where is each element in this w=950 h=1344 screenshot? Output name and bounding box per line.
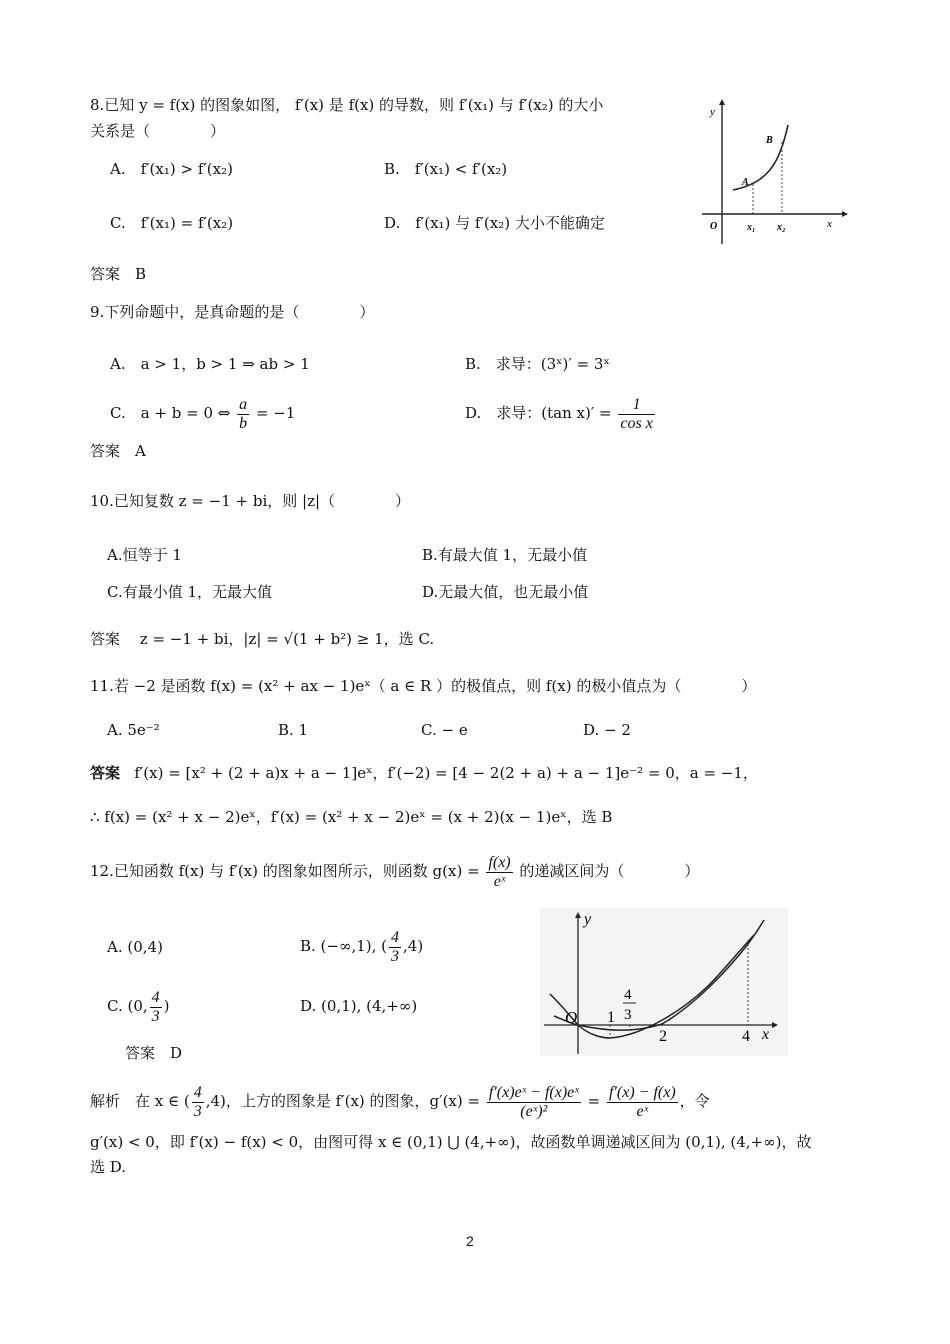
q12-analysis-line2: g′(x) < 0，即 f′(x) − f(x) < 0，由图可得 x ∈ (0,1) ⋃ (4,+∞)，故函数单调递减区间为 (0,1), (4,+∞)，故	[90, 1133, 812, 1151]
q10-answer: 答案 z = −1 + bi，|z| = √(1 + b²) ≥ 1，选 C.	[90, 630, 435, 648]
q12-option-c-pre: C. (0,	[107, 997, 148, 1015]
q10-stem: 10.已知复数 z = −1 + bi，则 |z|（ ）	[90, 492, 411, 510]
q8-option-d: D. f′(x₁) 与 f′(x₂) 大小不能确定	[384, 214, 605, 232]
q12-analysis-fraction-2	[607, 1084, 678, 1121]
q12-option-a: A. (0,4)	[107, 938, 163, 956]
q11-option-a: A. 5e⁻²	[107, 721, 160, 739]
q9-option-c-fraction	[237, 396, 249, 433]
q11-answer-line2: ∴ f(x) = (x² + x − 2)eˣ，f′(x) = (x² + x − 2)eˣ = (x + 2)(x − 1)eˣ，选 B	[90, 808, 613, 826]
q12-analysis-interval-num: 4	[193, 1083, 202, 1101]
q12-answer: 答案 D	[125, 1044, 183, 1062]
q9-option-c	[110, 393, 295, 433]
q8-label-o: O	[710, 221, 718, 232]
q12-label-1: 1	[607, 1009, 615, 1026]
q12-label-4: 4	[742, 1028, 750, 1045]
q9-option-a: A. a > 1，b > 1 ⇒ ab > 1	[110, 355, 310, 373]
q11-option-b: B. 1	[278, 721, 309, 739]
q9-option-b: B. 求导：(3ˣ)′ = 3ˣ	[465, 355, 610, 373]
q9-answer: 答案 A	[90, 442, 146, 460]
q8-label-y: y	[710, 106, 715, 118]
q8-label-x2: x₂	[777, 222, 786, 233]
q12-analysis-equals: =	[587, 1092, 601, 1110]
q9-option-c-num: a	[239, 395, 248, 413]
q12-stem-den: eˣ	[493, 872, 506, 890]
q8-stem-line1: 8.已知 y = f(x) 的图象如图， f′(x) 是 f(x) 的导数，则 f′(x₁) 与 f′(x₂) 的大小	[90, 96, 604, 114]
q12-stem-pre: 12.已知函数 f(x) 与 f′(x) 的图象如图所示，则函数 g(x) =	[90, 862, 480, 880]
q8-option-a: A. f′(x₁) > f′(x₂)	[110, 160, 233, 178]
q12-stem-post: 的递减区间为（ ）	[519, 862, 700, 880]
q12-stem-fraction	[486, 854, 512, 891]
q12-option-c-fraction	[150, 989, 162, 1026]
q12-analysis-f2-num: f′(x) − f(x)	[608, 1083, 676, 1101]
q12-analysis-interval-den: 3	[193, 1102, 202, 1120]
q12-label-o: O	[565, 1008, 578, 1027]
q10-option-a: A.恒等于 1	[107, 546, 182, 564]
q8-x-arrow	[842, 211, 848, 217]
q10-option-c: C.有最小值 1，无最大值	[107, 583, 273, 601]
q12-analysis-post: ，令	[679, 1092, 710, 1110]
q9-option-c-den: b	[239, 414, 248, 432]
q9-option-d	[465, 393, 657, 433]
q9-option-c-post: = −1	[255, 404, 296, 422]
q12-analysis-fraction-1	[487, 1084, 581, 1121]
q9-option-d-fraction	[618, 396, 654, 433]
q9-option-c-pre: C. a + b = 0 ⇔	[110, 404, 231, 422]
q12-label-y: y	[584, 911, 592, 928]
q12-analysis-interval-fraction	[192, 1084, 204, 1121]
q9-option-d-num: 1	[618, 396, 654, 415]
q11-stem: 11.若 −2 是函数 f(x) = (x² + ax − 1)eˣ（ a ∈ R ）的极值点，则 f(x) 的极小值点为（ ）	[90, 677, 757, 695]
q12-label-43-den: 3	[624, 1007, 632, 1023]
q11-option-d: D. − 2	[583, 721, 631, 739]
q12-option-b-num: 4	[391, 928, 400, 946]
q8-answer: 答案 B	[90, 265, 147, 283]
q11-answer-text1: f′(x) = [x² + (2 + a)x + a − 1]eˣ，f′(−2) = [4 − 2(2 + a) + a − 1]e⁻² = 0，a = −1，	[134, 764, 758, 782]
q8-label-b: B	[766, 135, 773, 146]
q8-option-b: B. f′(x₁) < f′(x₂)	[384, 160, 508, 178]
q8-label-a: A	[742, 177, 749, 188]
q11-answer-line1	[90, 763, 758, 783]
q12-label-2: 2	[659, 1028, 667, 1045]
q12-analysis-f1-den: (eˣ)²	[520, 1102, 548, 1120]
q12-label-43-num: 4	[624, 987, 632, 1003]
q12-option-c	[107, 986, 170, 1026]
q12-analysis-pre: 解析 在 x ∈ (	[90, 1092, 190, 1110]
q8-label-x1: x₁	[747, 222, 756, 233]
page-number: 2	[466, 1233, 474, 1249]
q12-option-c-den: 3	[151, 1007, 160, 1025]
q11-option-c: C. − e	[421, 721, 468, 739]
q12-analysis-f1-num: f′(x)eˣ − f(x)eˣ	[488, 1083, 579, 1101]
q12-option-c-post: )	[163, 997, 170, 1015]
q12-option-d: D. (0,1), (4,+∞)	[300, 997, 418, 1015]
q12-option-c-num: 4	[151, 988, 160, 1006]
q12-analysis-line3: 选 D.	[90, 1158, 127, 1176]
q10-option-b: B.有最大值 1，无最小值	[422, 546, 588, 564]
q8-option-c: C. f′(x₁) = f′(x₂)	[110, 214, 234, 232]
q9-option-d-pre: D. 求导：(tan x)′ =	[465, 404, 612, 422]
q12-option-b-fraction	[389, 929, 401, 966]
q12-option-b	[300, 926, 423, 966]
q8-stem-line2: 关系是（ ）	[90, 122, 226, 140]
q12-analysis-line1	[90, 1079, 710, 1123]
q12-option-b-pre: B. (−∞,1), (	[300, 937, 388, 955]
q12-option-b-den: 3	[391, 947, 400, 965]
q11-answer-label: 答案	[90, 764, 121, 782]
q12-stem-num: f(x)	[488, 853, 511, 871]
q12-label-x: x	[762, 1026, 770, 1043]
q9-stem: 9.下列命题中，是真命题的是（ ）	[90, 303, 375, 321]
q8-y-arrow	[719, 99, 725, 105]
q8-label-x: x	[827, 218, 832, 230]
q12-analysis-mid: ,4)，上方的图象是 f′(x) 的图象，g′(x) =	[205, 1092, 481, 1110]
q9-option-d-den: cos x	[620, 414, 653, 432]
q10-option-d: D.无最大值，也无最小值	[422, 583, 589, 601]
q12-option-b-post: ,4)	[403, 937, 424, 955]
q8-figure	[700, 96, 850, 246]
q12-analysis-f2-den: eˣ	[636, 1102, 649, 1120]
q12-figure	[540, 908, 788, 1056]
q12-stem	[90, 849, 699, 893]
